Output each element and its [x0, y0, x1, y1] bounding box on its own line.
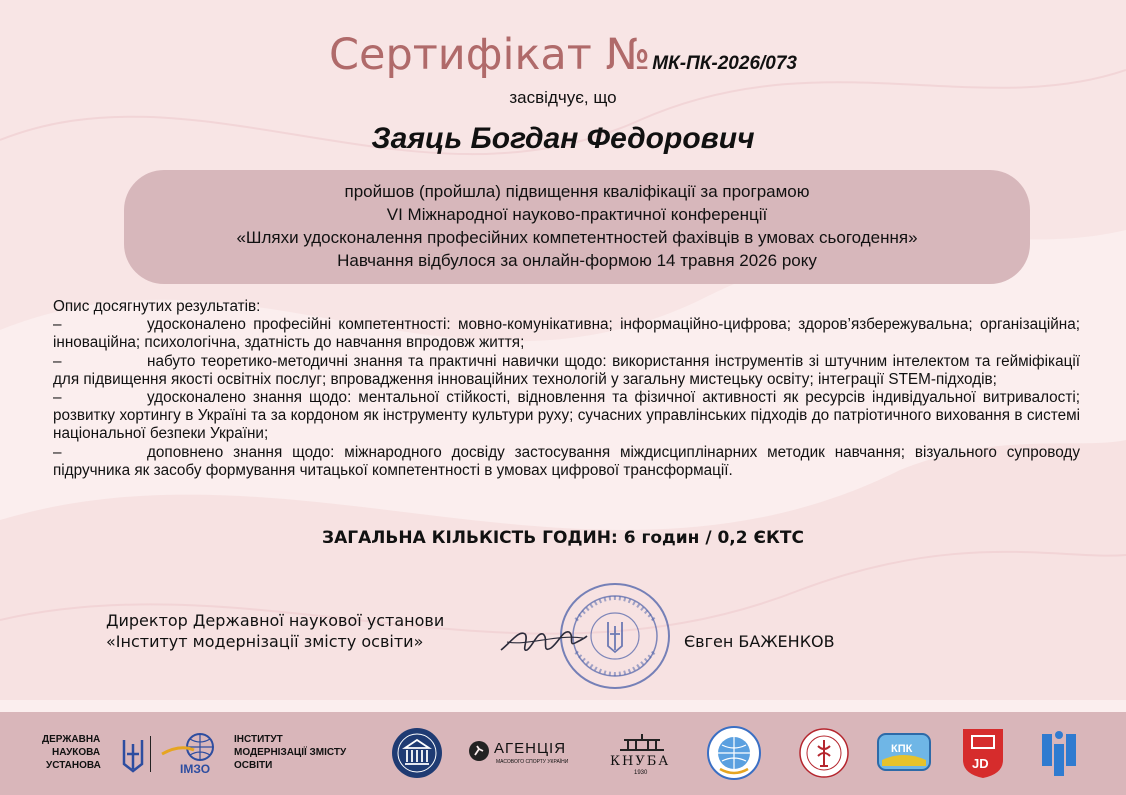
- outcome-item: [53, 444, 1080, 480]
- list-dash: –: [53, 443, 62, 461]
- imzo-logo: ІМЗО ІНСТИТУТ МОДЕРНІЗАЦІЇ ЗМІСТУ ОСВІТИ: [160, 732, 370, 778]
- outcome-text: удосконалено знання щодо: ментальної стійкості, відновлення та фізичної активності як ресурсів індивідуальної витривалості; розвитку хортингу в Україні та за кордоном як інструменту культури руху; сучасних управлінських підходів до патріотичного виховання в системі національної безпеки України;: [53, 389, 1080, 443]
- list-dash: –: [53, 352, 62, 370]
- director-title-line: «Інститут модернізації змісту освіти»: [106, 632, 424, 651]
- trident-icon: [120, 736, 146, 774]
- program-line: Навчання відбулося за онлайн-формою 14 травня 2026 року: [337, 251, 817, 270]
- outcome-item: [53, 389, 1080, 444]
- list-dash: –: [53, 316, 62, 334]
- jd-shield-icon: [960, 726, 1006, 780]
- certificate-title-row: [0, 30, 1126, 80]
- outcome-text: набуто теоретико-методичні знання та практичні навички щодо: використання інструментів зі штучним інтелектом та гейміфікації для підвищення якості освітніх послуг; впровадження інноваційних технологій у загальну мистецьку освіту; інтеграції STEM-підходів;: [53, 352, 1080, 388]
- program-box: [124, 170, 1030, 284]
- director-title: [106, 610, 444, 652]
- state-institution-logo: ДЕРЖАВНА НАУКОВА УСТАНОВА: [40, 732, 160, 778]
- list-dash: –: [53, 389, 62, 407]
- certificate-subtitle: засвідчує, що: [509, 88, 617, 107]
- director-name: Євген БАЖЕНКОВ: [684, 632, 835, 651]
- outcome-item: [53, 353, 1080, 389]
- runner-icon: [468, 740, 490, 762]
- certificate-number: МК-ПК-2026/073: [652, 53, 797, 74]
- kpk-logo: КПК: [876, 730, 932, 774]
- outcome-text: доповнено знання щодо: міжнародного досвіду застосування міждисциплінарних методик навчання; візуального супроводу підручника як засобу формування читацької компетентності в умовах цифрової трансформації.: [53, 443, 1080, 479]
- outcomes-heading: Опис досягнутих результатів:: [53, 298, 261, 315]
- outcomes-section: [53, 298, 1080, 480]
- medical-university-emblem-icon: [798, 726, 850, 780]
- program-line: «Шляхи удосконалення професійних компетентностей фахівців в умовах сьогодення»: [236, 228, 918, 247]
- partner-logos-bar: [0, 712, 1126, 795]
- academy-emblem-icon: [390, 726, 444, 780]
- director-title-line: Директор Державної наукової установи: [106, 611, 445, 630]
- university-globe-emblem-icon: [706, 725, 762, 781]
- certificate-title: Сертифікат №: [328, 30, 651, 80]
- recipient-name: Заяць Богдан Федорович: [371, 122, 755, 155]
- program-line: пройшов (пройшла) підвищення кваліфікації за програмою: [344, 182, 810, 201]
- institute-mark-icon: [1036, 726, 1082, 780]
- jd-logo: JD: [960, 726, 1006, 780]
- program-line: VI Міжнародної науково-практичної конференції: [386, 205, 768, 224]
- knuba-logo: КНУБА 1930: [608, 734, 678, 778]
- building-icon: [618, 734, 666, 752]
- total-hours: ЗАГАЛЬНА КІЛЬКІСТЬ ГОДИН: 6 годин / 0,2 ЄКТС: [322, 528, 804, 548]
- signature-icon: [497, 612, 589, 664]
- mass-sport-agency-logo: АГЕНЦІЯ МАСОВОГО СПОРТУ УКРАЇНИ: [468, 738, 588, 772]
- globe-icon: [160, 732, 222, 762]
- outcome-text: удосконалено професійні компетентності: мовно-комунікативна; інформаційно-цифрова; здоров’язбережувальна; організаційна; інноваційна; психологічна, здатність до навчання впродовж життя;: [53, 316, 1080, 352]
- outcome-item: [53, 316, 1080, 352]
